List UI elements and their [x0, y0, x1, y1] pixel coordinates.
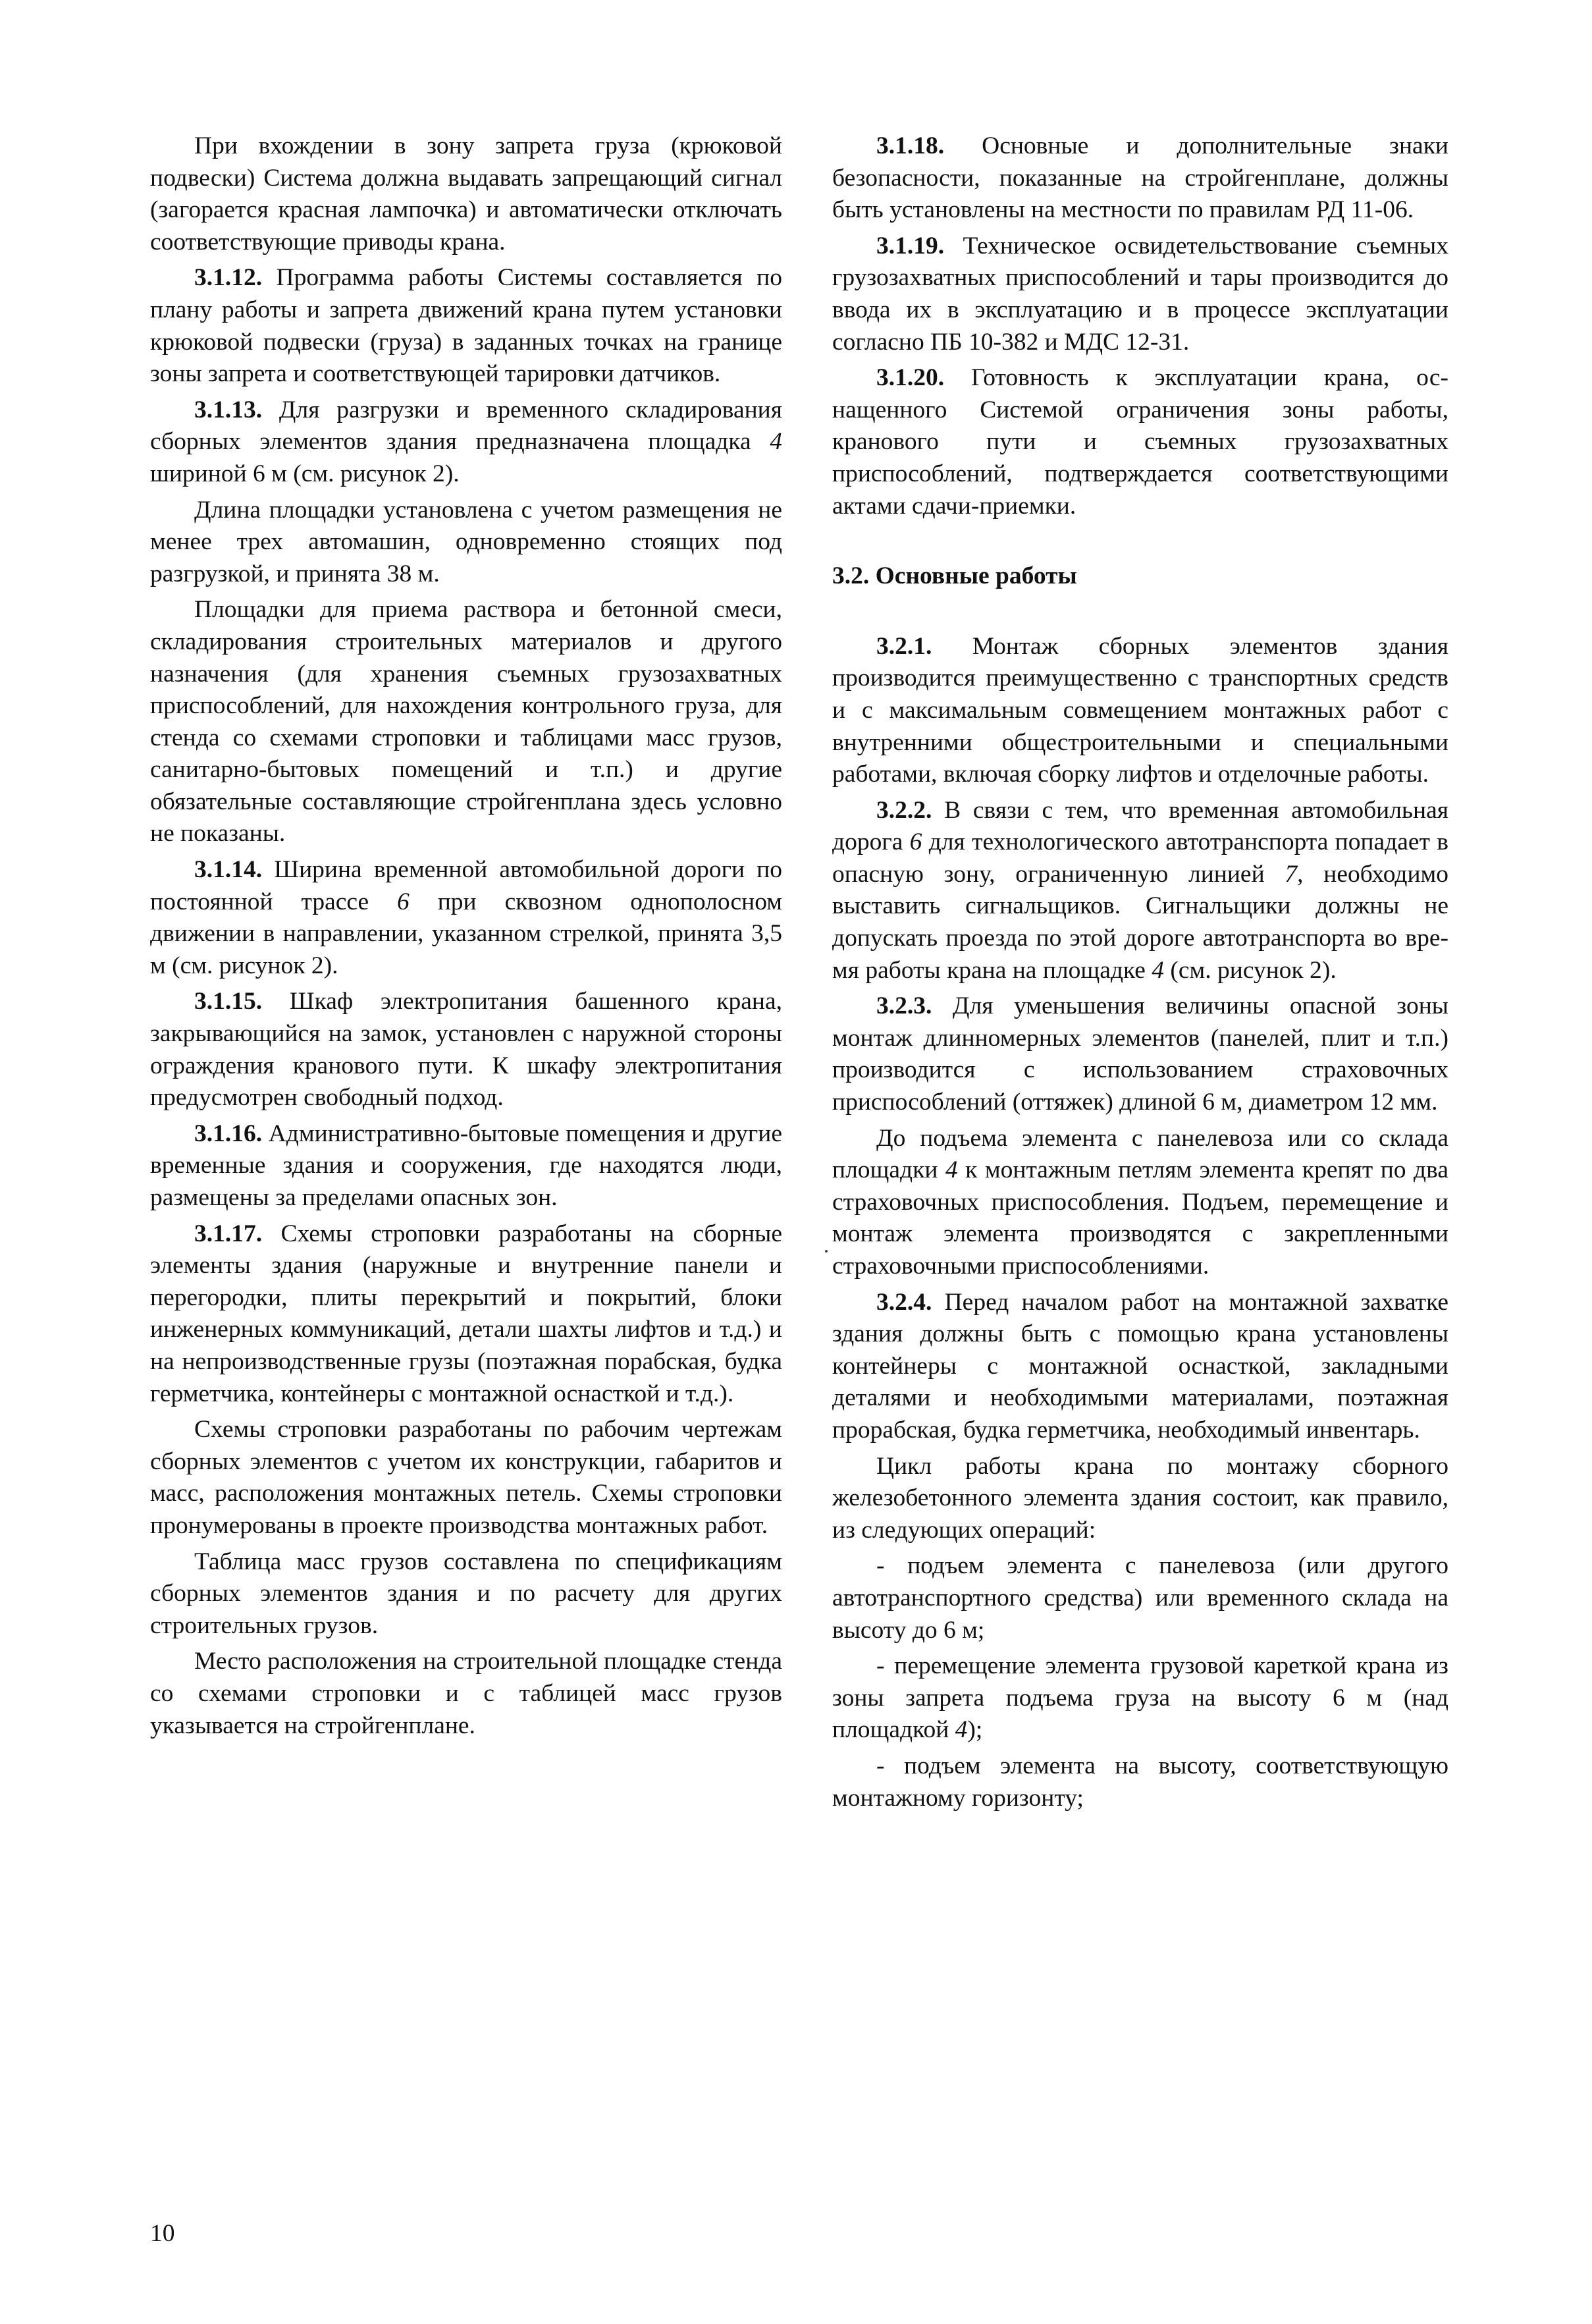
paragraph-3-2-3: 3.2.3. Для уменьшения величины опасной зоны монтаж длинномерных элементов (панелей, плит и т.п.) производится с использованием страховочных приспособлений (оттяжек) длиной 6 м, диаметром 12 мм.: [832, 992, 1448, 1116]
paragraph-3-1-19: 3.1.19. Техническое освидетельствование съемных грузозахватных приспособлений и тары производится до ввода их в эксплуатацию и в процессе эксплуатации согласно ПБ 10-382 и МДС 12-31.: [832, 232, 1448, 356]
list-item: - перемещение элемента грузовой кареткой крана из зоны запрета подъема груза на высоту 6 м (над площадкой 4);: [832, 1652, 1448, 1744]
paragraph: Схемы строповки разработаны по рабочим чертежам сборных элементов с учетом их конструкции, габаритов и масс, расположения монтажных петель. Схемы строповки пронумерованы в проекте производства монтажных работ.: [150, 1416, 782, 1539]
right-column: [832, 130, 1448, 1818]
section-title: 3.2. Основные работы: [832, 562, 1077, 590]
clause-number: 3.1.17.: [194, 1220, 263, 1247]
clause-number: 3.2.2.: [876, 796, 932, 824]
clause-number: 3.1.15.: [194, 988, 263, 1015]
clause-number: 3.1.14.: [194, 856, 263, 884]
page-number: 10: [150, 2220, 175, 2247]
paragraph-3-1-15: 3.1.15. Шкаф электропитания башенного крана, закрывающийся на замок, установлен с наружной стороны ограждения кранового пути. К шкафу электропитания предусмотрен свободный подход.: [150, 988, 782, 1112]
clause-number: 3.2.4.: [876, 1288, 932, 1316]
clause-number: 3.1.12.: [194, 264, 263, 292]
paragraph-3-1-20: 3.1.20. Готовность к эксплуатации крана, оснащенного Системой ограничения зоны работы, кранового пути и съемных грузозахватных приспособлений, подтверждается соответствующими актами сдачи-приемки.: [832, 364, 1448, 520]
paragraph-3-2-4: 3.2.4. Перед началом работ на монтажной захватке здания должны быть с помощью крана установлены контейнеры с монтажной оснасткой, закладными деталями и необходимыми материалами, поэтажная прорабская, будка герметчика, необходимый инвентарь.: [832, 1288, 1448, 1444]
paragraph-3-1-13: 3.1.13. Для разгрузки и временного складирования сборных элементов здания предназначена площадка 4 шириной 6 м (см. рисунок 2).: [150, 396, 782, 487]
paragraph: Цикл работы крана по монтажу сборного железобетонного элемента здания состоит, как правило, из следующих операций:: [832, 1452, 1448, 1544]
left-column: [150, 130, 782, 1746]
paragraph: Место расположения на строительной площадке стенда со схемами строповки и с таблицей масс грузов указывается на стройгенплане.: [150, 1648, 782, 1739]
paragraph-3-1-12: 3.1.12. Программа работы Системы составляется по плану работы и запрета движений крана путем установки крюковой подвески (груза) в заданных точках на границе зоны запрета и соответствующей тарировки датчиков.: [150, 264, 782, 388]
list-item: - подъем элемента на высоту, соответствующую монтажному горизонту;: [832, 1752, 1448, 1812]
clause-number: 3.2.3.: [876, 992, 932, 1020]
paragraph: Площадки для приема раствора и бетонной смеси, складирования строительных материалов и другого назначения (для хранения съемных грузозахватных приспособлений, для нахождения контрольного груза, для стенда со схемами строповки и таблицами масс грузов, санитарно-бытовых помещений и т.п.) и другие обязательные составляющие стройгенплана здесь условно не показаны.: [150, 596, 782, 848]
scan-speck: [825, 1250, 828, 1253]
paragraph-3-2-2: 3.2.2. В связи с тем, что временная автомобильная дорога 6 для технологического автотранспорта попадает в опасную зону, ограниченную линией 7, необходимо выставить сигнальщиков. Сигнальщики должны не допускать проезда по этой дороге автотранспорта во время работы крана на площадке 4 (см. рисунок 2).: [832, 796, 1448, 984]
paragraph-3-1-14: 3.1.14. Ширина временной автомобильной дороги по постоянной трассе 6 при сквозном однополосном движении в направлении, указанном стрелкой, принята 3,5 м (см. рисунок 2).: [150, 856, 782, 979]
clause-number: 3.1.19.: [876, 232, 945, 259]
paragraph: Длина площадки установлена с учетом размещения не менее трех автомашин, одновременно стоящих под разгрузкой, и принята 38 м.: [150, 496, 782, 587]
paragraph: При вхождении в зону запрета груза (крюковой подвески) Система должна выдавать запрещающий сигнал (загорается красная лампочка) и автоматически отключать соответствующие приводы крана.: [150, 132, 782, 256]
clause-number: 3.1.20.: [876, 364, 945, 392]
clause-number: 3.2.1.: [876, 632, 932, 660]
list-item: - подъем элемента с панелевоза (или другого автотранспортного средства) или временного склада на высоту до 6 м;: [832, 1552, 1448, 1644]
paragraph: Таблица масс грузов составлена по спецификациям сборных элементов здания и по расчету для других строительных грузов.: [150, 1548, 782, 1639]
paragraph-3-1-17: 3.1.17. Схемы строповки разработаны на сборные элементы здания (наружные и внутренние панели и перегородки, плиты перекрытий и покрытий, блоки инженерных коммуникаций, детали шахты лифтов и т.д.) и на непроизводственные грузы (поэтажная порабская, будка герметчика, контейнеры с монтажной оснасткой и т.д.).: [150, 1220, 782, 1407]
clause-number: 3.1.18.: [876, 132, 945, 159]
paragraph-3-1-16: 3.1.16. Административно-бытовые помещения и другие временные здания и сооружения, где находятся люди, размещены за пределами опасных зон.: [150, 1120, 782, 1211]
paragraph-3-2-1: 3.2.1. Монтаж сборных элементов здания производится преимущественно с транспортных средств и с максимальным совмещением монтажных работ с внутренними общестроительными и специальными работами, включая сборку лифтов и отделочные работы.: [832, 632, 1448, 788]
clause-number: 3.1.13.: [194, 396, 263, 423]
paragraph-3-1-18: 3.1.18. Основные и дополнительные знаки безопасности, показанные на стройгенплане, должны быть установлены на местности по правилам РД 11-06.: [832, 132, 1448, 224]
paragraph: До подъема элемента с панелевоза или со склада площадки 4 к монтажным петлям элемента крепят по два страховочных приспособления. Подъем, перемещение и монтаж элемента производятся с закрепленными страховочными приспособлениями.: [832, 1124, 1448, 1280]
clause-number: 3.1.16.: [194, 1120, 263, 1147]
